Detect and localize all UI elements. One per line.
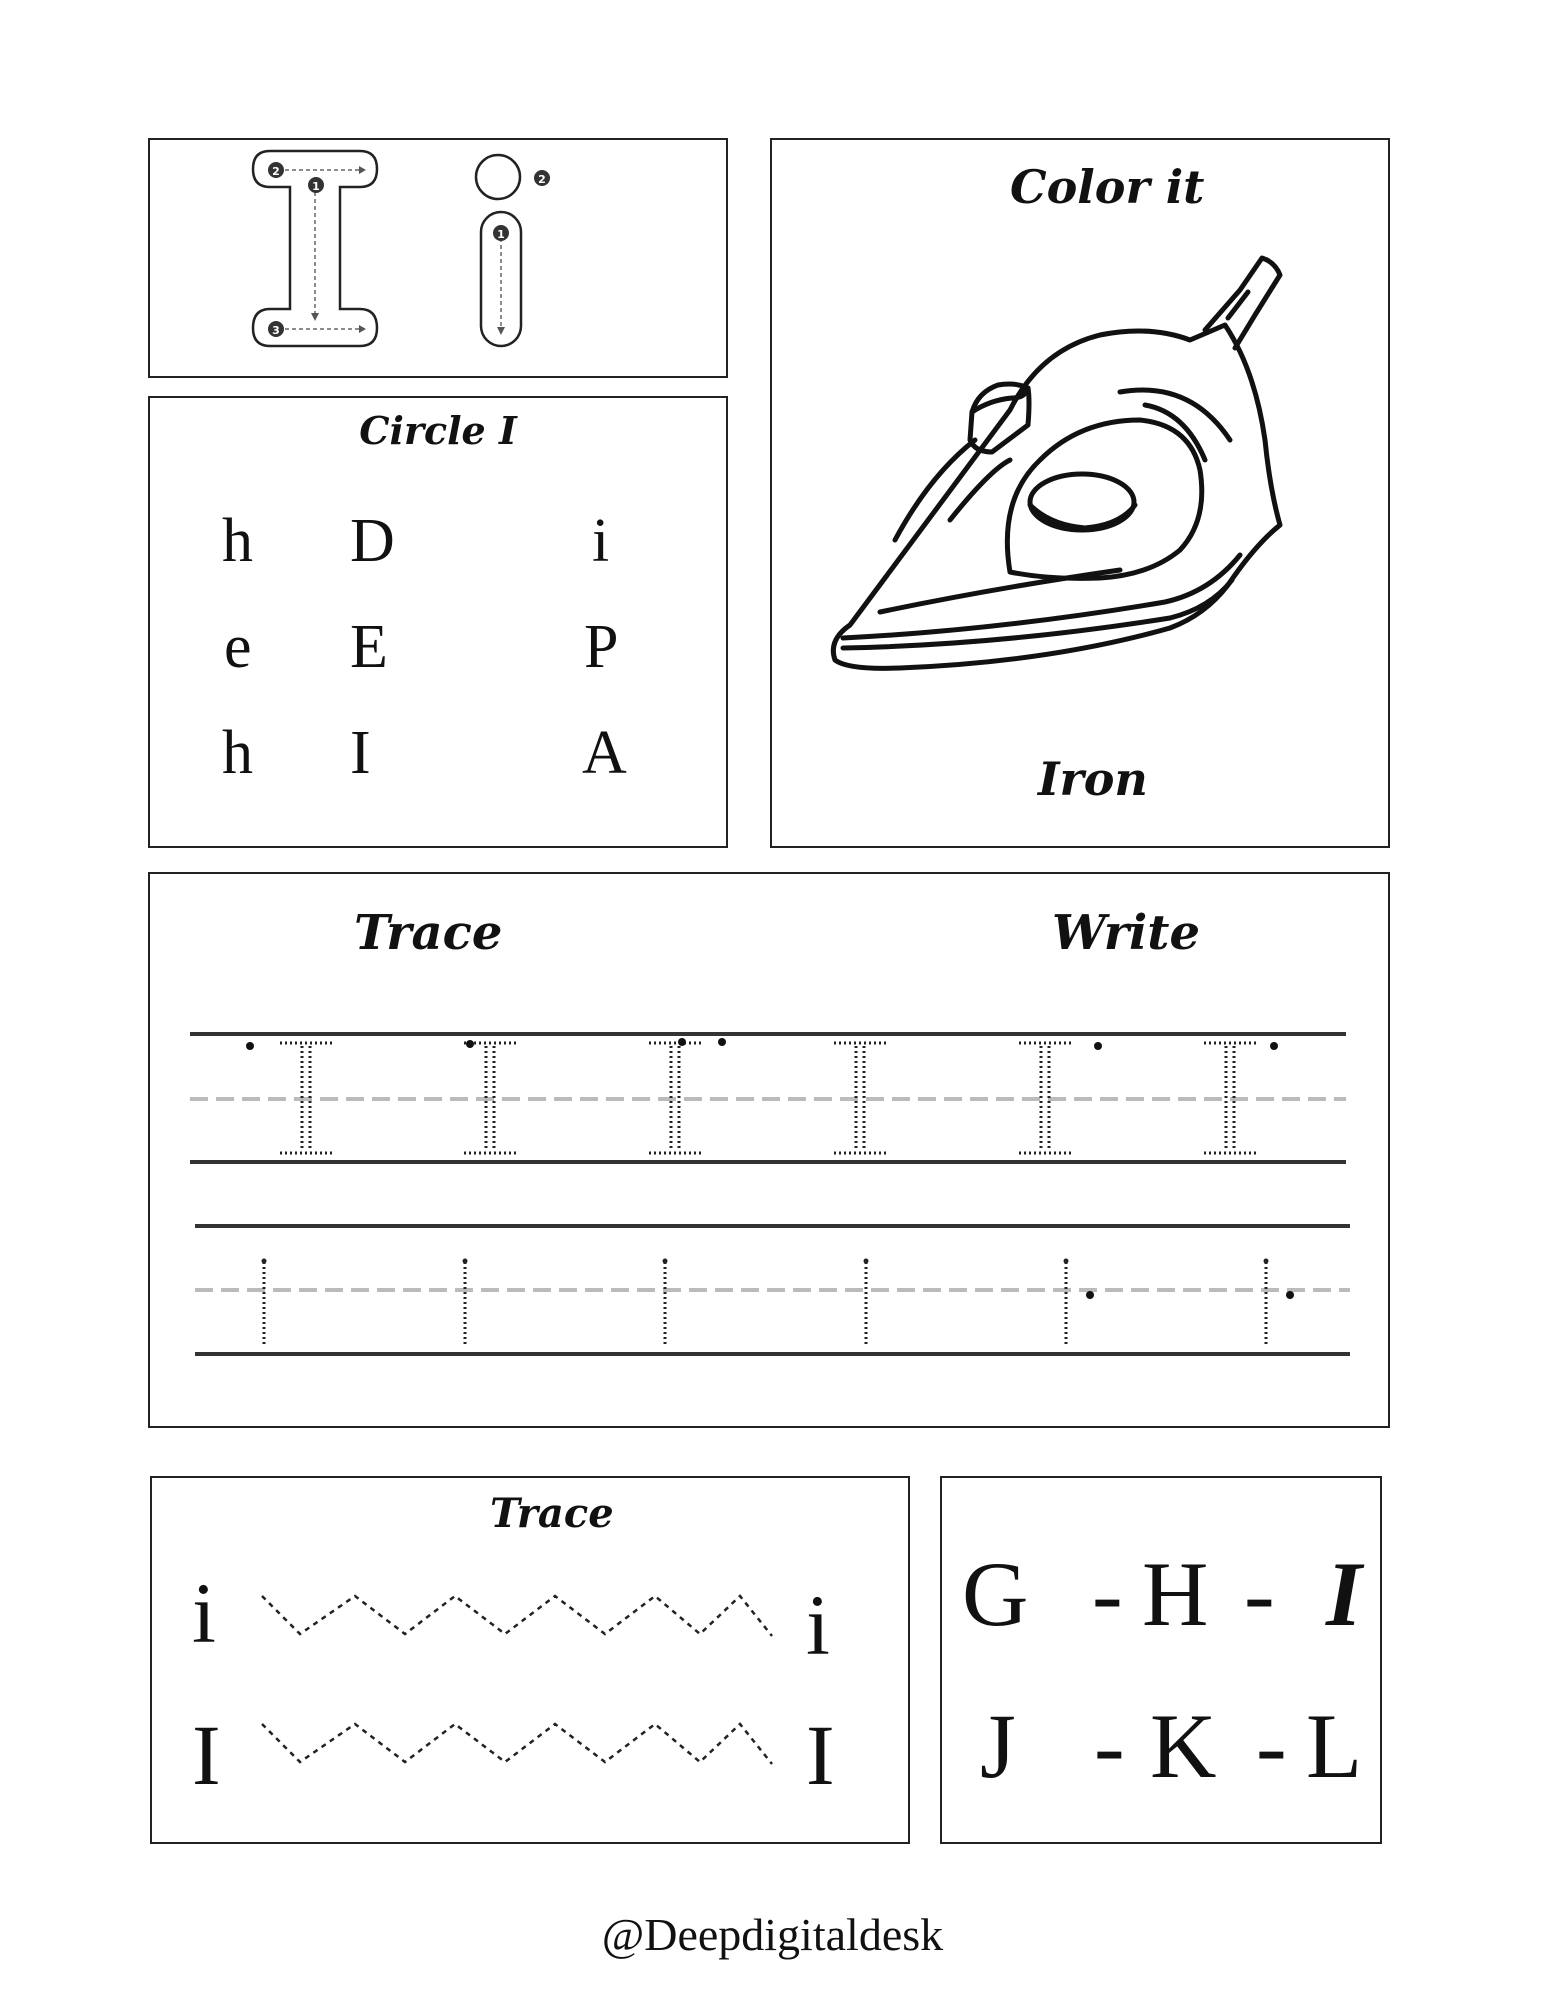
zigzag-section-title: Trace bbox=[490, 1490, 614, 1537]
sequence-letter: J bbox=[980, 1695, 1016, 1797]
sequence-separator: - bbox=[1244, 1543, 1275, 1645]
footer-handle: @Deepdigitaldesk bbox=[601, 1909, 944, 1960]
circle-grid-cell[interactable]: h bbox=[222, 719, 253, 787]
trace-title: Trace bbox=[354, 905, 503, 961]
circle-grid-cell[interactable]: A bbox=[582, 719, 627, 787]
sequence-highlight-letter: I bbox=[1326, 1543, 1362, 1645]
svg-text:2: 2 bbox=[538, 173, 546, 186]
sequence-letter: H bbox=[1142, 1543, 1209, 1645]
svg-text:1: 1 bbox=[312, 180, 320, 193]
write-title: Write bbox=[1052, 905, 1200, 961]
circle-grid-cell[interactable]: I bbox=[350, 719, 371, 787]
svg-text:2: 2 bbox=[272, 165, 280, 178]
circle-grid-cell[interactable]: D bbox=[350, 507, 395, 575]
circle-grid-cell[interactable]: e bbox=[224, 613, 252, 681]
sequence-letter: L bbox=[1306, 1695, 1363, 1797]
zigzag-path-2 bbox=[262, 1724, 772, 1764]
svg-text:1: 1 bbox=[497, 228, 505, 241]
zigzag-start-letter: i bbox=[192, 1565, 216, 1661]
sequence-separator: - bbox=[1256, 1695, 1287, 1797]
circle-grid-cell[interactable]: i bbox=[592, 507, 610, 575]
svg-text:3: 3 bbox=[272, 324, 280, 337]
color-section-title: Color it bbox=[1010, 160, 1205, 214]
circle-grid-cell[interactable]: P bbox=[584, 613, 619, 681]
color-image-caption: Iron bbox=[1038, 752, 1148, 806]
sequence-separator: - bbox=[1092, 1543, 1123, 1645]
sequence-letter: G bbox=[962, 1543, 1029, 1645]
zigzag-end-letter: I bbox=[806, 1707, 835, 1803]
sequence-separator: - bbox=[1094, 1695, 1125, 1797]
zigzag-start-letter: I bbox=[192, 1707, 221, 1803]
sequence-letter: K bbox=[1150, 1695, 1217, 1797]
circle-grid-cell[interactable]: E bbox=[350, 613, 388, 681]
zigzag-path-1 bbox=[262, 1596, 772, 1636]
zigzag-end-letter: i bbox=[806, 1577, 830, 1673]
circle-section-title: Circle I bbox=[359, 408, 517, 453]
circle-grid-cell[interactable]: h bbox=[222, 507, 253, 575]
